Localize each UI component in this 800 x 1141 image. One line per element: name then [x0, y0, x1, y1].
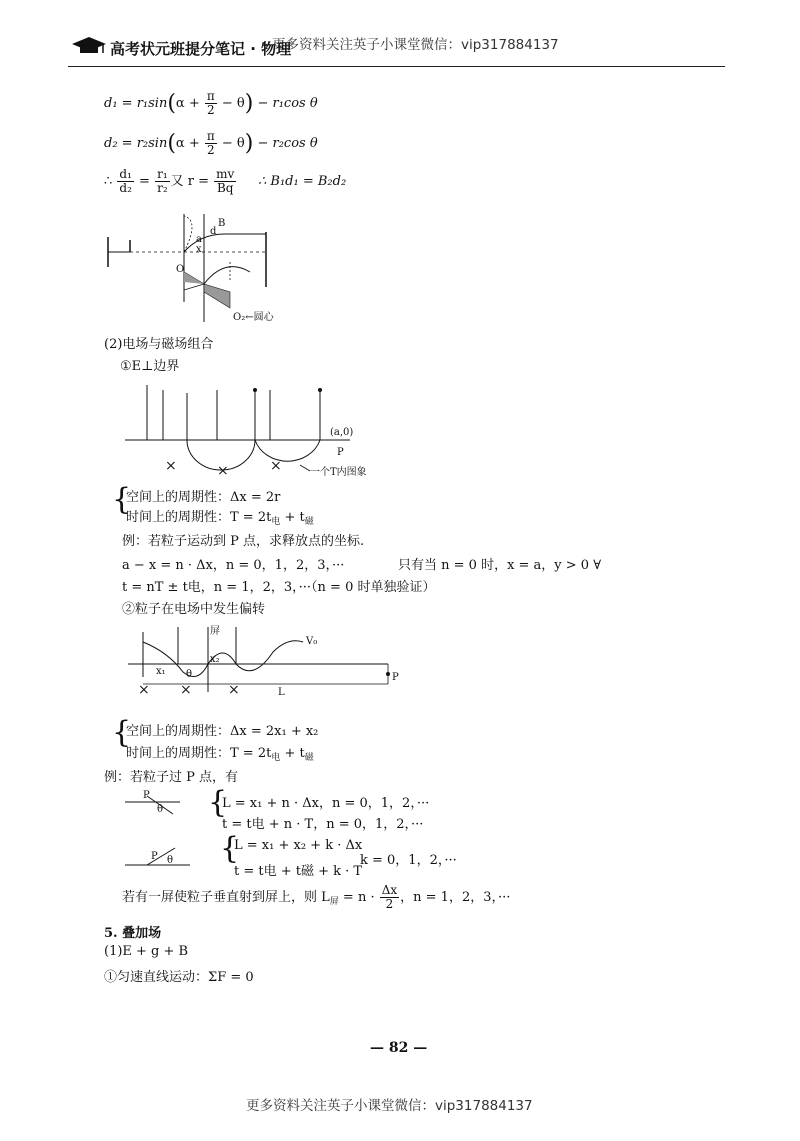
brace-2: { [112, 715, 132, 750]
time-period-2: 时间上的周期性：$T = 2t_电 + t_磁$ [126, 746, 314, 763]
section2-heading: (2)电场与磁场组合 [104, 337, 214, 352]
case2-sketch [125, 843, 195, 873]
fig3-screen: 屏 [210, 626, 220, 637]
eq-1-note: 只有当 n = 0 时，x = a，y > 0 ∀ [398, 558, 602, 573]
fig3-x1: x₁ [156, 666, 166, 677]
svg-text:×: × [217, 463, 229, 479]
section2-sub1: ①E⊥边界 [120, 359, 180, 374]
example-2: 例：若粒子过 P 点，有 [104, 770, 239, 785]
figure-e-perpendicular-boundary [125, 385, 365, 480]
graduation-cap-icon [70, 36, 108, 56]
formula-d2: d₂ = r₂sin(α + $\frac{\pi}{2}$ − θ) − r₂cos θ [104, 129, 318, 157]
case2-k: k = 0，1，2，··· [360, 853, 457, 868]
svg-text:×: × [138, 682, 150, 698]
header-title: 高考状元班提分笔记 · 物理 [110, 40, 292, 58]
fig3-v0: V₀ [306, 636, 318, 647]
time-period-1: 时间上的周期性：$T = 2t_电 + t_磁$ [126, 510, 314, 527]
brace-4: { [220, 831, 240, 866]
screen-condition: 若有一屏使粒子垂直射到屏上，则 $L_屏 = n$ · $\frac{\Delta x}{2}$ ，n = 1，2，3，··· [122, 883, 511, 911]
example-1: 例：若粒子运动到 P 点，求释放点的坐标. [122, 534, 365, 549]
svg-text:P: P [143, 790, 150, 801]
fig2-label-a0: (a,0) [330, 427, 354, 438]
svg-text:θ: θ [157, 804, 164, 815]
fig3-p: P [392, 672, 399, 683]
svg-text:θ: θ [167, 855, 174, 866]
svg-text:×: × [165, 458, 177, 474]
eq-2: t = nT ± t电，n = 1，2，3，···（n = 0 时单独验证） [122, 580, 436, 595]
svg-text:×: × [180, 682, 192, 698]
fig2-label-p: P [337, 447, 344, 458]
formula-ratio: ∴ $\frac{\text{d₁}}{\text{d₂}}$ = $\frac{\text{r₁}}{\text{r₂}}$ 又 r = $\frac{mv}{Bq}$ ∴ B₁d₁ = B₂d₂ [104, 167, 347, 195]
watermark-bottom: 更多资料关注英子小课堂微信：vip317884137 [246, 1098, 533, 1114]
page-number: — 82 — [370, 1040, 428, 1056]
fig1-label-a: a [196, 234, 202, 245]
fig1-label-b: B [218, 218, 226, 229]
case1-sketch [125, 788, 185, 818]
header-rule [68, 66, 725, 67]
fig1-label-x: x [196, 244, 202, 255]
case1-t: t = t电 + n · T，n = 0，1，2，··· [222, 817, 424, 832]
section5-sub2: ①匀速直线运动：ΣF = 0 [104, 970, 254, 985]
fig3-x2: x₂ [210, 654, 220, 665]
fig1-label-d: d [210, 226, 217, 237]
fig1-label-o: O [176, 264, 185, 275]
watermark-top: 更多资料关注英子小课堂微信：vip317884137 [272, 37, 559, 53]
case2-t: t = t电 + t磁 + k · T [234, 864, 363, 879]
svg-text:×: × [270, 458, 282, 474]
fig3-l: L [278, 687, 285, 698]
space-period-2: 空间上的周期性：Δx = 2x₁ + x₂ [126, 724, 319, 739]
svg-text:×: × [228, 682, 240, 698]
svg-text:P: P [151, 851, 158, 862]
case1-l: L = x₁ + n · Δx，n = 0，1，2，··· [222, 796, 430, 811]
brace-3: { [208, 785, 228, 820]
brace-1: { [112, 482, 132, 517]
fig1-label-o2: O₂←圆心 [233, 312, 274, 323]
space-period-1: 空间上的周期性：Δx = 2r [126, 490, 281, 505]
section5-sub1: (1)E + g + B [104, 944, 189, 959]
fig2-caption: 一个T内图象 [310, 467, 367, 478]
fig3-theta: θ [186, 669, 193, 680]
figure-deflection-in-field [128, 622, 408, 712]
section2-sub2: ②粒子在电场中发生偏转 [122, 602, 266, 617]
eq-1: a − x = n · Δx，n = 0，1，2，3，··· [122, 558, 345, 573]
section5-heading: 5. 叠加场 [104, 926, 162, 941]
figure-magnetic-boundaries [100, 212, 300, 327]
formula-d1: d₁ = r₁sin(α + $\frac{\pi}{2}$ − θ) − r₁cos θ [104, 89, 318, 117]
case2-l: L = x₁ + x₂ + k · Δx [234, 838, 363, 853]
